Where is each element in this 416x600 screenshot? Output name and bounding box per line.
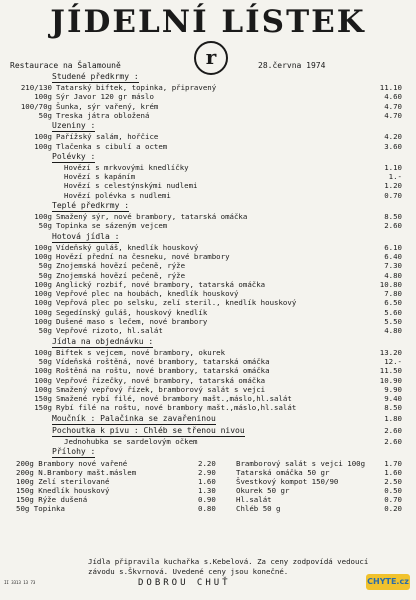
item-quantity: 100g (34, 289, 52, 299)
item-name: Vepřové rizoto, hl.salát (56, 326, 163, 336)
side-dish-price: 0.90 (198, 495, 216, 504)
menu-row (0, 437, 416, 446)
menu-row (0, 426, 416, 435)
item-price: 8.50 (384, 212, 402, 221)
item-name: Biftek s vejcem, nové brambory, okurek (56, 347, 226, 357)
watermark-badge: CHYTE.cz (366, 574, 410, 590)
item-name: Pařížský salám, hořčice (56, 132, 159, 142)
item-quantity: 100g (34, 375, 52, 385)
item-quantity: 50g (38, 221, 52, 231)
item-quantity: 100g (34, 251, 52, 261)
item-quantity: 100g (34, 242, 52, 252)
item-name: Znojemská hovězí pečeně, rýže (56, 261, 186, 271)
item-price: 10.80 (379, 279, 402, 289)
item-price: 5.50 (384, 317, 402, 326)
item-quantity: 100g (34, 366, 52, 376)
item-price: 11.10 (379, 83, 402, 92)
item-name: Tlačenka s cibulí a octem (56, 141, 168, 151)
item-name: Jednohubka se sardelovým očkem (64, 436, 198, 446)
menu-row (0, 172, 416, 181)
menu-row (0, 317, 416, 326)
menu-row (0, 308, 416, 317)
menu-row (0, 142, 416, 151)
side-dish-row: Švestkový kompot 150/90 (236, 477, 339, 486)
closing-text: DOBROU CHUŤ (138, 578, 231, 588)
item-quantity: 100/70g (20, 101, 52, 111)
menu-row (0, 376, 416, 385)
item-price: 2.60 (384, 425, 402, 435)
menu-row (0, 289, 416, 298)
item-price: 1.10 (384, 162, 402, 172)
item-quantity: 150g (34, 394, 52, 404)
item-quantity: 100g (34, 141, 52, 151)
item-quantity: 50g (38, 356, 52, 366)
menu-row (0, 212, 416, 221)
side-dish-row: Okurek 50 gr (236, 486, 290, 495)
menu-row (0, 252, 416, 261)
item-price: 9.90 (384, 384, 402, 394)
item-name: Vídeňská roštěná, nové brambory, tatarská omáčka (56, 356, 270, 366)
side-dish-row: 200g Brambory nové vařené (16, 459, 128, 468)
item-name: Vídeňský guláš, knedlík houskový (56, 242, 199, 252)
item-name: Tatarský biftek, topinka, připravený (56, 83, 217, 92)
side-dish-row: 150g Knedlík houskový (16, 486, 110, 495)
section-heading: Studené předkrmy : (52, 72, 139, 81)
item-price: 5.60 (384, 307, 402, 317)
item-price: 7.80 (384, 289, 402, 299)
item-quantity: 100g (34, 347, 52, 357)
menu-row (0, 243, 416, 252)
item-name: Znojemská hovězí pečeně, rýže (56, 270, 186, 280)
side-dish-row: 100g Zelí sterilované (16, 477, 110, 486)
menu-row (0, 111, 416, 120)
item-name: Dušené maso s lečem, nové brambory (56, 317, 208, 326)
item-price: 4.70 (384, 110, 402, 120)
menu-row (0, 132, 416, 141)
menu-row (0, 181, 416, 190)
item-name: Smažené rybí filé, nové brambory mašt.,máslo,hl.salát (56, 394, 292, 404)
item-name: Hovězí přední na česneku, nové brambory (56, 251, 230, 261)
restaurant-name: Restaurace na Šalamouně (10, 61, 121, 70)
footer-line-1: Jídla připravila kuchařka s.Kebelová. Za ceny zodpovídá vedoucí (88, 557, 369, 566)
item-quantity: 100g (34, 384, 52, 394)
menu-row (0, 191, 416, 200)
item-price: 2.60 (384, 221, 402, 231)
restaurant-logo: r (194, 41, 228, 75)
small-print: II 3313 13 73 (4, 580, 36, 585)
item-name: Segedínský guláš, houskový knedlík (56, 307, 208, 317)
item-name: Topinka se sázeným vejcem (56, 221, 168, 231)
item-quantity: 50g (38, 110, 52, 120)
item-price: 9.40 (384, 394, 402, 404)
item-price: 0.70 (384, 190, 402, 200)
menu-row (0, 385, 416, 394)
item-quantity: 50g (38, 270, 52, 280)
item-name: Hovězí s mrkvovými knedlíčky (64, 162, 189, 172)
item-quantity: 100g (34, 132, 52, 142)
item-price: 6.50 (384, 298, 402, 308)
item-name: Hovězí s kapáním (64, 172, 136, 182)
side-dish-price: 0.70 (384, 495, 402, 504)
item-price: 4.80 (384, 326, 402, 336)
item-quantity: 100g (34, 307, 52, 317)
item-name: Šunka, sýr vařený, krém (56, 101, 159, 111)
side-dish-price: 2.20 (198, 459, 216, 468)
item-price: 10.90 (379, 375, 402, 385)
side-dish-row: Tatarská omáčka 50 gr (236, 468, 330, 477)
item-quantity: 100g (34, 317, 52, 326)
item-price: 4.80 (384, 270, 402, 280)
menu-row (0, 357, 416, 366)
menu-row (0, 271, 416, 280)
menu-row (0, 366, 416, 375)
item-name: Vepřová plec po selsku, zelí steril., knedlík houskový (56, 298, 297, 308)
item-price: 1.- (388, 172, 402, 182)
section-heading: Moučník : Palačinka se zavařeninou (52, 413, 216, 423)
item-quantity: 50g (38, 326, 52, 336)
item-price: 13.20 (379, 347, 402, 357)
item-price: 12.- (384, 356, 402, 366)
side-dish-row: 200g N.Brambory mašt.máslem (16, 468, 137, 477)
side-dish-price: 2.50 (384, 477, 402, 486)
item-name: Smažený vepřový řízek, bramborový salát s vejci (56, 384, 266, 394)
item-price: 2.60 (384, 436, 402, 446)
menu-row (0, 280, 416, 289)
side-dish-price: 0.50 (384, 486, 402, 495)
item-name: Rybí filé na roštu, nové brambory mašt.,máslo,hl.salát (56, 403, 297, 413)
item-quantity: 150g (34, 403, 52, 413)
side-dish-price: 0.20 (384, 504, 402, 513)
side-dish-price: 1.70 (384, 459, 402, 468)
item-name: Smažený sýr, nové brambory, tatarská omáčka (56, 212, 248, 221)
item-price: 4.20 (384, 132, 402, 142)
menu-row (0, 92, 416, 101)
item-name: Sýr Javor 120 gr máslo (56, 92, 154, 102)
menu-row (0, 326, 416, 335)
section-heading: Pochoutka k pivu : Chléb se třenou nivou (52, 425, 245, 435)
item-price: 6.40 (384, 251, 402, 261)
side-dish-price: 0.80 (198, 504, 216, 513)
side-dish-price: 2.90 (198, 468, 216, 477)
section-heading: Přílohy : (52, 447, 96, 456)
side-dish-row: Hl.salát (236, 495, 272, 504)
item-quantity: 100g (34, 212, 52, 221)
footer-note (88, 557, 368, 577)
item-price: 7.30 (384, 261, 402, 271)
item-name: Hovězí polévka s nudlemi (64, 190, 171, 200)
side-dish-price: 1.60 (198, 477, 216, 486)
side-dish-price: 1.60 (384, 468, 402, 477)
section-heading: Jídla na objednávku : (52, 336, 154, 346)
menu-title: JÍDELNÍ LÍSTEK (50, 4, 366, 40)
section-heading: Uzeniny : (52, 121, 96, 131)
menu-row (0, 102, 416, 111)
menu-row (0, 298, 416, 307)
item-name: Treska játra obložená (56, 110, 150, 120)
item-price: 8.50 (384, 403, 402, 413)
menu-date: 28.června 1974 (258, 61, 326, 70)
side-dish-row: Chléb 50 g (236, 504, 281, 513)
side-dish-row: 50g Topinka (16, 504, 65, 513)
item-price: 11.50 (379, 366, 402, 376)
item-name: Anglický rozbif, nové brambory, tatarská omáčka (56, 279, 266, 289)
item-price: 4.60 (384, 92, 402, 102)
section-heading: Polévky : (52, 151, 96, 161)
menu-row (0, 394, 416, 403)
item-name: Vepřové plec na houbách, knedlík houskový (56, 289, 239, 299)
item-price: 1.80 (384, 413, 402, 423)
item-name: Roštěná na roštu, nové brambory, tatarská omáčka (56, 366, 270, 376)
item-name: Vepřové řízečky, nové brambory, tatarská omáčka (56, 375, 266, 385)
item-name: Hovězí s celestýnskými nudlemi (64, 181, 198, 191)
menu-row (0, 163, 416, 172)
item-quantity: 100g (34, 92, 52, 102)
menu-row (0, 261, 416, 270)
section-heading: Hotová jídla : (52, 231, 120, 241)
side-dish-row: 150g Rýže dušená (16, 495, 88, 504)
side-dish-row: Bramborový salát s vejci 100g (236, 459, 366, 468)
item-price: 6.10 (384, 242, 402, 252)
item-price: 3.60 (384, 141, 402, 151)
section-heading: Teplé předkrmy : (52, 201, 130, 210)
item-quantity: 210/130 (20, 83, 52, 92)
item-quantity: 100g (34, 279, 52, 289)
menu-row (0, 414, 416, 423)
side-dish-price: 1.30 (198, 486, 216, 495)
item-price: 1.20 (384, 181, 402, 191)
menu-row (0, 221, 416, 230)
menu-row (0, 83, 416, 92)
menu-row (0, 348, 416, 357)
footer-line-2: závodu s.Škvrnová. Uvedené ceny jsou konečné. (88, 567, 289, 576)
menu-row (0, 403, 416, 412)
item-quantity: 50g (38, 261, 52, 271)
item-price: 4.70 (384, 101, 402, 111)
item-quantity: 100g (34, 298, 52, 308)
